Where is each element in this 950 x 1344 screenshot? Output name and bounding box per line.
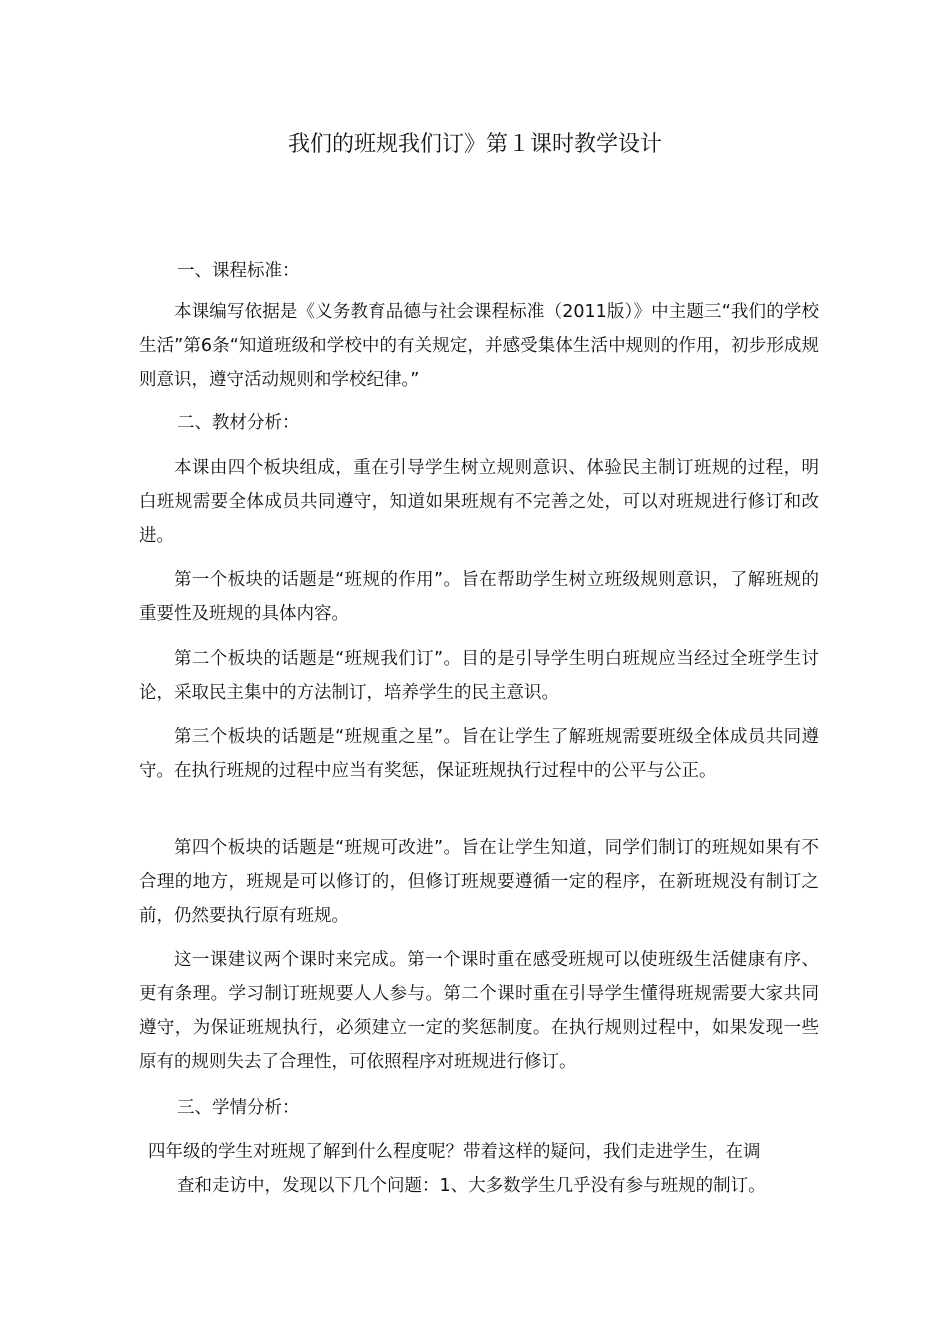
- section-heading-student-analysis: 三、学情分析：: [177, 1098, 300, 1118]
- paragraph-block-one: 第一个板块的话题是“班规的作用”。旨在帮助学生树立班级规则意识，了解班规的重要性及班规的具体内容。: [139, 570, 819, 624]
- section-heading-curriculum-standard: 一、课程标准：: [177, 261, 300, 281]
- paragraph-curriculum-standard: 本课编写依据是《义务教育品德与社会课程标准（2011版）》中主题三“我们的学校生活”第6条“知道班级和学校中的有关规定，并感受集体生活中规则的作用，初步形成规则意识，遵守活动规则和学校纪律。”: [139, 302, 819, 390]
- paragraph-block-three: 第三个板块的话题是“班规重之星”。旨在让学生了解班规需要班级全体成员共同遵守。在执行班规的过程中应当有奖惩，保证班规执行过程中的公平与公正。: [139, 727, 819, 781]
- paragraph-block-two: 第二个板块的话题是“班规我们订”。目的是引导学生明白班规应当经过全班学生讨论，采取民主集中的方法制订，培养学生的民主意识。: [139, 649, 819, 703]
- section-heading-textbook-analysis: 二、教材分析：: [177, 413, 300, 433]
- paragraph-lesson-plan: 这一课建议两个课时来完成。第一个课时重在感受班规可以使班级生活健康有序、更有条理。学习制订班规要人人参与。第二个课时重在引导学生懂得班规需要大家共同遵守，为保证班规执行，必须建立一定的奖惩制度。在执行规则过程中，如果发现一些原有的规则失去了合理性，可依照程序对班规进行修订。: [139, 950, 819, 1072]
- student-analysis-line-2: 查和走访中，发现以下几个问题：1、大多数学生几乎没有参与班规的制订。: [177, 1176, 766, 1196]
- paragraph-textbook-overview: 本课由四个板块组成，重在引导学生树立规则意识、体验民主制订班规的过程，明白班规需要全体成员共同遵守，知道如果班规有不完善之处，可以对班规进行修订和改进。: [139, 458, 819, 546]
- student-analysis-line-1: 四年级的学生对班规了解到什么程度呢？带着这样的疑问，我们走进学生，在调: [148, 1142, 761, 1162]
- page-title: 我们的班规我们订》第１课时教学设计: [287, 132, 662, 157]
- paragraph-student-analysis: [148, 1135, 828, 1203]
- paragraph-block-four: 第四个板块的话题是“班规可改进”。旨在让学生知道，同学们制订的班规如果有不合理的地方，班规是可以修订的，但修订班规要遵循一定的程序，在新班规没有制订之前，仍然要执行原有班规。: [139, 838, 819, 926]
